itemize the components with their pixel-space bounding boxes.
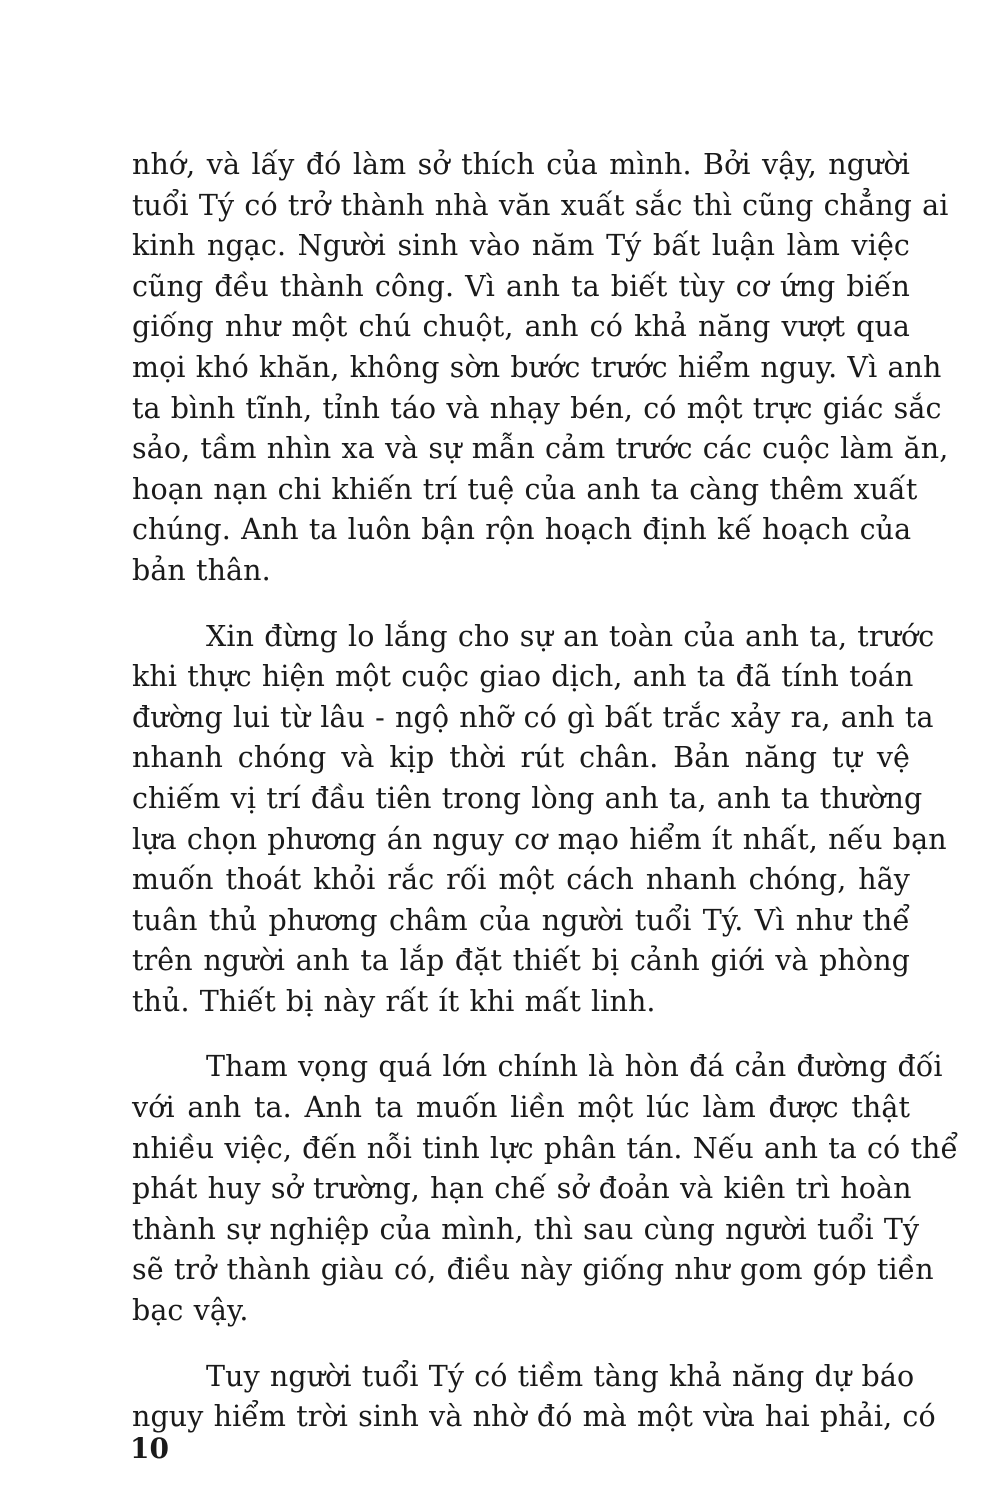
text-line: lựa chọn phương án nguy cơ mạo hiểm ít nhất, nếu bạn [132, 822, 947, 856]
paragraph-gap [132, 592, 910, 617]
text-line: Tuy người tuổi Tý có tiềm tàng khả năng dự báo [206, 1359, 915, 1393]
paragraph-3 [132, 1047, 959, 1331]
text-line: nhanh chóng và kịp thời rút chân. Bản năng tự vệ [132, 741, 910, 775]
paragraph-gap [132, 1332, 910, 1357]
page-body [132, 145, 959, 1438]
page-number: 10 [130, 1432, 169, 1465]
text-line: kinh ngạc. Người sinh vào năm Tý bất luận làm việc [132, 229, 910, 263]
text-line: tuân thủ phương châm của người tuổi Tý. Vì như thể [132, 903, 910, 937]
text-line: đường lui từ lâu - ngộ nhỡ có gì bất trắc xảy ra, anh ta [132, 700, 934, 734]
text-line: khi thực hiện một cuộc giao dịch, anh ta đã tính toán [132, 660, 914, 694]
text-line: nguy hiểm trời sinh và nhờ đó mà một vừa hai phải, có [132, 1400, 936, 1434]
paragraph-2 [132, 617, 947, 1023]
text-line: phát huy sở trường, hạn chế sở đoản và kiên trì hoàn [132, 1172, 912, 1206]
text-line: ta bình tĩnh, tỉnh táo và nhạy bén, có một trực giác sắc [132, 391, 942, 425]
text-line: Tham vọng quá lớn chính là hòn đá cản đường đối [206, 1050, 943, 1084]
text-line: chúng. Anh ta luôn bận rộn hoạch định kế hoạch của [132, 513, 912, 547]
text-line: tuổi Tý có trở thành nhà văn xuất sắc thì cũng chẳng ai [132, 188, 949, 222]
text-line: sảo, tầm nhìn xa và sự mẫn cảm trước các cuộc làm ăn, [132, 432, 949, 466]
text-line: muốn thoát khỏi rắc rối một cách nhanh chóng, hãy [132, 863, 910, 897]
paragraph-4 [132, 1357, 936, 1438]
text-line: thành sự nghiệp của mình, thì sau cùng người tuổi Tý [132, 1212, 920, 1246]
paragraph-1 [132, 145, 949, 592]
text-line: chiếm vị trí đầu tiên trong lòng anh ta, anh ta thường [132, 781, 923, 815]
paragraph-gap [132, 1022, 910, 1047]
text-line: bạc vậy. [132, 1294, 249, 1328]
text-line: cũng đều thành công. Vì anh ta biết tùy cơ ứng biến [132, 269, 910, 303]
text-line: nhớ, và lấy đó làm sở thích của mình. Bởi vậy, người [132, 148, 910, 181]
text-line: mọi khó khăn, không sờn bước trước hiểm nguy. Vì anh [132, 350, 942, 384]
text-line: sẽ trở thành giàu có, điều này giống như gom góp tiền [132, 1253, 934, 1287]
text-line: Xin đừng lo lắng cho sự an toàn của anh ta, trước [206, 619, 935, 653]
text-line: giống như một chú chuột, anh có khả năng vượt qua [132, 310, 910, 344]
text-line: hoạn nạn chi khiến trí tuệ của anh ta càng thêm xuất [132, 472, 918, 506]
text-line: nhiều việc, đến nỗi tinh lực phân tán. Nếu anh ta có thể [132, 1131, 959, 1165]
text-line: thủ. Thiết bị này rất ít khi mất linh. [132, 984, 656, 1018]
text-line: trên người anh ta lắp đặt thiết bị cảnh giới và phòng [132, 944, 910, 978]
text-line: bản thân. [132, 553, 271, 587]
text-line: với anh ta. Anh ta muốn liền một lúc làm được thật [132, 1091, 910, 1125]
